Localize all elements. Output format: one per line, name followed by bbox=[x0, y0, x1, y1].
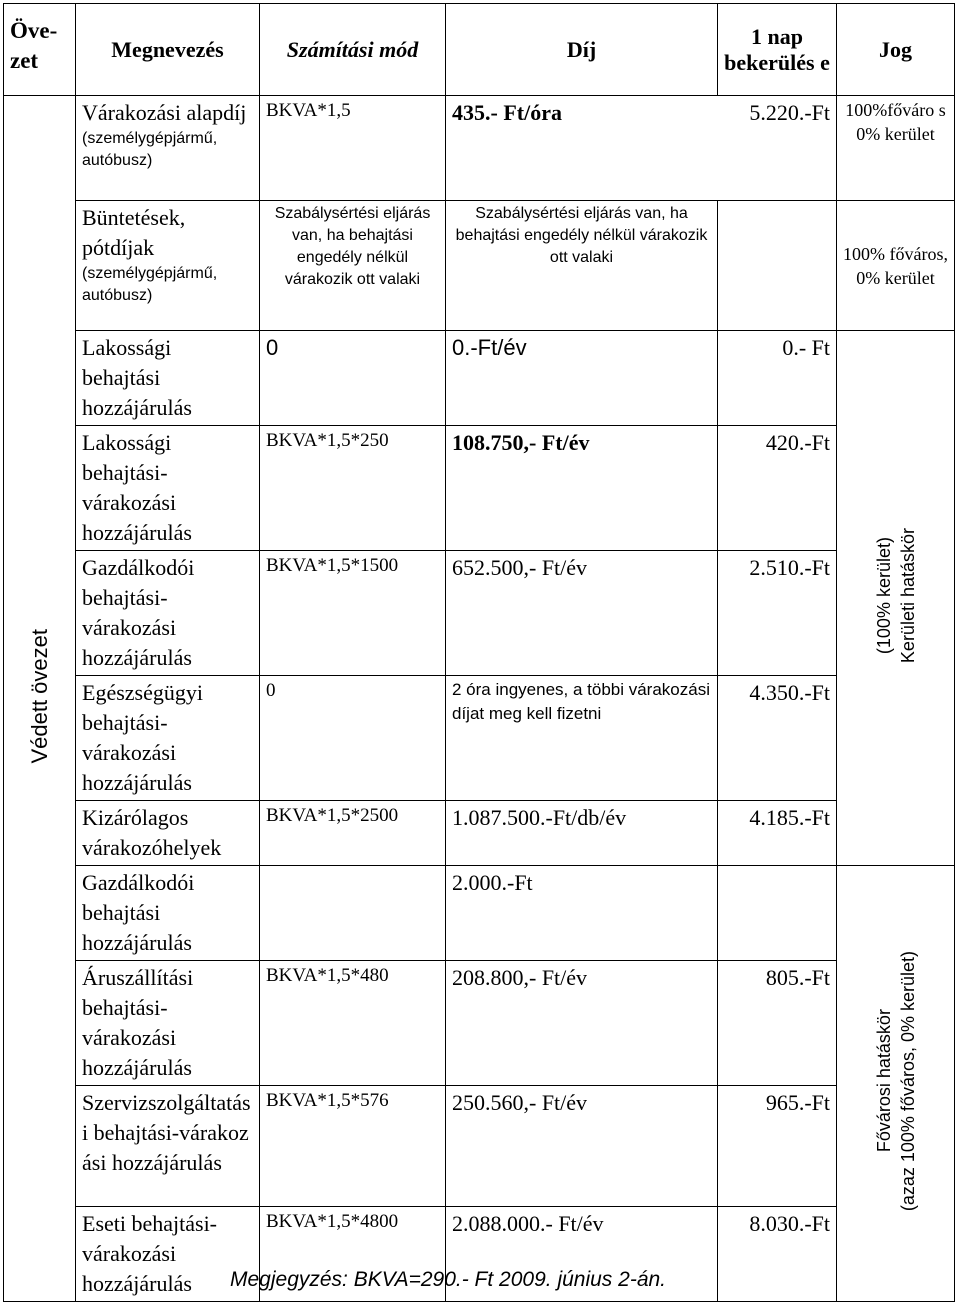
fee-header: Díj bbox=[446, 4, 718, 96]
row-day-cost bbox=[718, 201, 837, 331]
row-calc: BKVA*1,5*2500 bbox=[260, 801, 446, 866]
row-subname: (személygépjármű, autóbusz) bbox=[82, 130, 218, 169]
jog-group-1-label: (100% kerület) Kerületi hatáskör bbox=[873, 527, 918, 664]
table-row bbox=[4, 551, 955, 676]
table-row bbox=[4, 331, 955, 426]
row-day-cost: 805.-Ft bbox=[718, 961, 837, 1086]
row-calc: 0 bbox=[260, 676, 446, 801]
row-day-cost: 965.-Ft bbox=[718, 1086, 837, 1207]
row-fee-cell bbox=[446, 96, 837, 201]
row-name: Gazdálkodói behajtási-várakozási hozzájárulás bbox=[76, 551, 260, 676]
zone-label: Védett övezet bbox=[26, 628, 52, 764]
row-calc: BKVA*1,5*480 bbox=[260, 961, 446, 1086]
table-row bbox=[4, 96, 955, 201]
row-day-cost: 0.- Ft bbox=[718, 331, 837, 426]
parking-fee-table bbox=[3, 3, 955, 1302]
right-header: Jog bbox=[837, 4, 955, 96]
row-jog: 100%fővárо s 0% kerület bbox=[837, 96, 955, 201]
row-name: Kizárólagos várakozóhelyek bbox=[76, 801, 260, 866]
table-row bbox=[4, 801, 955, 866]
jog-group-1 bbox=[837, 331, 955, 866]
row-day-cost: 2.510.-Ft bbox=[718, 551, 837, 676]
row-name: Büntetések, pótdíjak bbox=[82, 205, 186, 260]
row-day-cost: 4.185.-Ft bbox=[718, 801, 837, 866]
row-calc: BKVA*1,5*1500 bbox=[260, 551, 446, 676]
zone-header: Öve-zet bbox=[4, 4, 76, 96]
row-fee: 1.087.500.-Ft/db/év bbox=[446, 801, 718, 866]
row-fee: 208.800,- Ft/év bbox=[446, 961, 718, 1086]
table-row bbox=[4, 426, 955, 551]
row-fee: 108.750,- Ft/év bbox=[446, 426, 718, 551]
zone-cell bbox=[4, 96, 76, 1302]
row-day-cost: 420.-Ft bbox=[718, 426, 837, 551]
table-row bbox=[4, 201, 955, 331]
row-fee: 2 óra ingyenes, a többi várakozási díjat meg kell fizetni bbox=[446, 676, 718, 801]
row-calc: 0 bbox=[260, 331, 446, 426]
row-day-cost: 4.350.-Ft bbox=[718, 676, 837, 801]
row-name: Gazdálkodói behajtási hozzájárulás bbox=[76, 866, 260, 961]
table-row bbox=[4, 676, 955, 801]
name-header: Megnevezés bbox=[76, 4, 260, 96]
row-calc bbox=[260, 866, 446, 961]
row-fee: 435.- Ft/óra bbox=[452, 100, 562, 125]
row-name: Egészségügyi behajtási-várakozási hozzájárulás bbox=[76, 676, 260, 801]
row-day-cost bbox=[718, 866, 837, 961]
table-row bbox=[4, 866, 955, 961]
jog-group-2-label: Fővárosi hatáskör (azaz 100% főváros, 0% kerület) bbox=[873, 950, 918, 1212]
row-fee: 250.560,- Ft/év bbox=[446, 1086, 718, 1207]
row-name: Lakossági behajtási-várakozási hozzájárulás bbox=[76, 426, 260, 551]
table-row bbox=[4, 1086, 955, 1207]
row-day-cost: 5.220.-Ft bbox=[749, 100, 830, 125]
day-cost-header: 1 nap bekerülés e bbox=[718, 4, 837, 96]
row-name: Szervizszolgáltatási behajtási-várakozási hozzájárulás bbox=[76, 1086, 260, 1207]
row-name: Áruszállítási behajtási-várakozási hozzájárulás bbox=[76, 961, 260, 1086]
row-calc: BKVA*1,5*250 bbox=[260, 426, 446, 551]
row-fee: 652.500,- Ft/év bbox=[446, 551, 718, 676]
row-calc: BKVA*1,5*576 bbox=[260, 1086, 446, 1207]
row-subname: (személygépjármű, autóbusz) bbox=[82, 265, 218, 304]
row-day-cost: 8.030.-Ft bbox=[718, 1207, 837, 1302]
row-calc: Szabálysértési eljárás van, ha behajtási engedély nélkül várakozik ott valaki bbox=[260, 201, 446, 331]
row-fee: Szabálysértési eljárás van, ha behajtási engedély nélkül várakozik ott valaki bbox=[446, 201, 718, 331]
row-fee: 2.000.-Ft bbox=[446, 866, 718, 961]
header-row bbox=[4, 4, 955, 96]
row-name: Várakozási alapdíj bbox=[82, 100, 247, 125]
row-name: Eseti behajtási-várakozási hozzájárulás bbox=[76, 1207, 260, 1302]
row-fee: 0.-Ft/év bbox=[446, 331, 718, 426]
row-calc: BKVA*1,5 bbox=[260, 96, 446, 201]
row-name-cell bbox=[76, 96, 260, 201]
row-name-cell bbox=[76, 201, 260, 331]
row-name: Lakossági behajtási hozzájárulás bbox=[76, 331, 260, 426]
row-jog: 100% főváros, 0% kerület bbox=[837, 201, 955, 331]
table-row bbox=[4, 961, 955, 1086]
calc-header: Számítási mód bbox=[260, 4, 446, 96]
row-fee: 2.088.000.- Ft/év bbox=[446, 1207, 718, 1302]
footnote: Megjegyzés: BKVA=290.- Ft 2009. június 2-án. bbox=[230, 1268, 667, 1291]
row-calc: BKVA*1,5*4800 bbox=[260, 1207, 446, 1302]
jog-group-2 bbox=[837, 866, 955, 1302]
